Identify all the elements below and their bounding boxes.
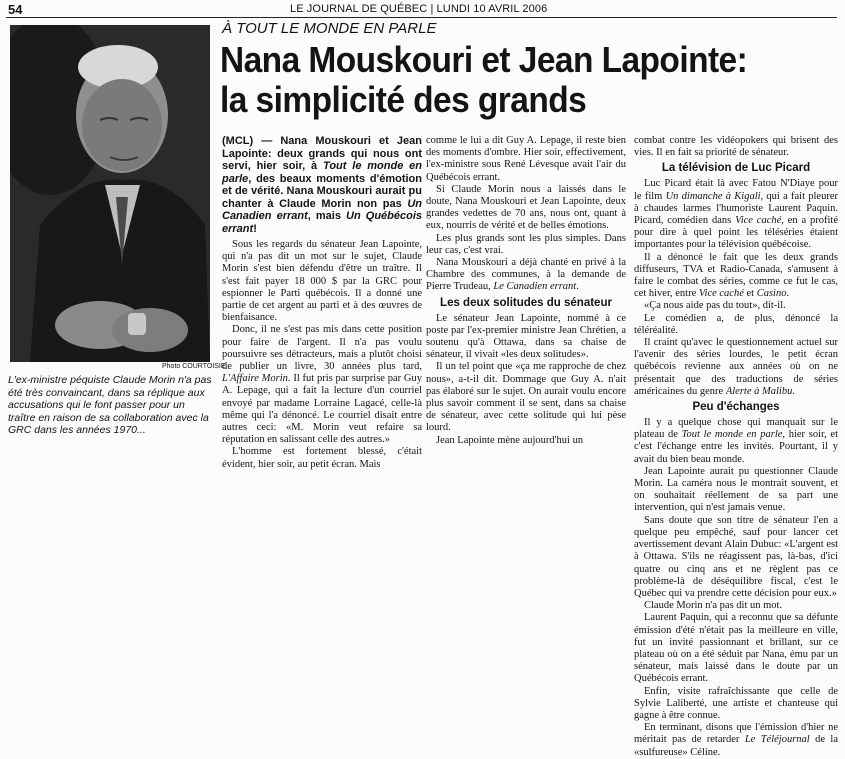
paragraph: «Ça nous aide pas du tout», dit-il. (644, 300, 786, 312)
column-2 (426, 135, 626, 447)
lede-paragraph: (MCL) — Nana Mouskouri et Jean Lapointe: deux grands qui nous ont servi, hier soir, à Tout le monde en parle, des beaux moments d'émotion et de vérité. Nana Mouskouri aurait pu chanter à Claude Morin non pas Un Canadien errant, mais Un Québécois errant! (222, 135, 423, 235)
paragraph: Enfin, visite rafraîchissante que celle de Sylvie Laliberté, une artiste et chanteuse qui gagne à être connue. (634, 685, 838, 721)
portrait-illustration (10, 25, 210, 362)
paragraph: Il un tel point que «ça me rapproche de chez nous», a-t-il dit. Dommage que Guy A. n'ait pas élaboré sur le sujet. On aurait voulu encore plus savoir comment il se sent, dans sa chaise de sénateur, avec cette solitude qui lui pèse lourd. (426, 361, 626, 434)
paragraph: Claude Morin n'a pas dit un mot. (644, 600, 783, 612)
subhead-deux-solitudes: Les deux solitudes du sénateur (440, 296, 612, 309)
paragraph: Luc Picard était là avec Fatou N'Diaye pour le film Un dimanche à Kigali, qui a fait pleurer à chaudes larmes l'humoriste Laurent Paquin. Picard, comédien dans Vice caché, en a profité pour dire à quel point les téléséries étaient importantes pour la télévision québécoise. (634, 178, 838, 251)
paragraph: combat contre les vidéopokers qui brisent des vies. Il en fait sa priorité de sénateur. (634, 135, 838, 159)
headline-line-2: la simplicité des grands (220, 79, 587, 120)
paragraph: Il y a quelque chose qui manquait sur le plateau de Tout le monde en parle, hier soir, et c'est l'échange entre les invités. Pourtant, il y avait du bien beau monde. (634, 417, 838, 465)
paragraph: Jean Lapointe aurait pu questionner Claude Morin. La caméra nous le montrait souvent, et on souhaitait réellement de sa part une intervention, qui n'est jamais venue. (634, 465, 838, 514)
paragraph: Nana Mouskouri a déjà chanté en privé à la Chambre des communes, à la demande de Pierre Trudeau, Le Canadien errant. (426, 257, 626, 293)
column-3 (634, 135, 838, 759)
paragraph: Donc, il ne s'est pas mis dans cette position pour faire de l'argent. Il n'a pas voulu poursuivre ses détracteurs, mais a plutôt choisi de publier un livre, 30 années plus tard, L'Affaire Morin. Il fut pris par surprise par Guy A. Lepage, qui a fait la lecture d'un courriel envoyé par madame Lorraine Lagacé, celle-là même qui l'a dénoncé. Le courriel disait entre autres ceci: «M. Morin veut refaire sa réputation en salissant celle des autres.» (222, 324, 423, 446)
section-kicker: À TOUT LE MONDE EN PARLE (222, 20, 437, 37)
paragraph: Si Claude Morin nous a laissés dans le doute, Nana Mouskouri et Jean Lapointe, deux grandes vedettes de 70 ans, nous ont, quant à eux, nourris de vérité et de belles émotions. (426, 183, 626, 232)
headline-line-1: Nana Mouskouri et Jean Lapointe: (220, 39, 748, 80)
subhead-television-luc-picard: La télévision de Luc Picard (661, 162, 811, 175)
paragraph: Les plus grands sont les plus simples. Dans leur cas, c'est vrai. (426, 232, 626, 256)
page-number: 54 (8, 2, 23, 17)
paragraph: Le comédien a, de plus, dénoncé la téléréalité. (634, 312, 838, 336)
paragraph: Le sénateur Jean Lapointe, nommé à ce poste par l'ex-premier ministre Jean Chrétien, a soutenu qu'à Ottawa, dans sa chaise de sénateur, il vivait «les deux solitudes». (426, 312, 626, 361)
paragraph: Il a dénoncé le fait que les deux grands diffuseurs, TVA et Radio-Canada, s'amusent à faire le combat des séries, comme ce fut le cas, cet hiver, entre Vice caché et Casino. (634, 251, 838, 300)
paragraph: Sans doute que son titre de sénateur l'en a quelque peu empêché, sauf pour lancer cet avertissement devant Alain Dubuc: «L'argent est à Ottawa. S'ils ne réagissent pas, là-bas, d'ici quatre ou cinq ans et ne règlent pas ce problème-là de déséquilibre fiscal, c'est le Québec qui va prendre cette décision pour eux.» (634, 514, 838, 599)
paragraph: Sous les regards du sénateur Jean Lapointe, qui n'a pas dit un mot sur le sujet, Claude Morin s'est bien défendu d'être un traître. Il s'est fait payer 18 000 $ par la GRC pour espionner le Parti québécois. Il a donné une partie de cet argent au parti et à des œuvres de bienfaisance. (222, 239, 422, 324)
subhead-peu-echanges: Peu d'échanges (692, 401, 780, 414)
paragraph: Il craint qu'avec le questionnement actuel sur l'avenir des séries lourdes, le petit écran québécois revienne aux années où on ne présentait que des traductions de séries américaines du genre Alerte à Malibu. (634, 337, 838, 397)
masthead: LE JOURNAL DE QUÉBEC | LUNDI 10 AVRIL 2006 (290, 3, 548, 15)
header-rule (6, 17, 837, 18)
column-1 (222, 135, 422, 471)
photo-credit: Photo COURTOISIE (162, 363, 226, 370)
paragraph: L'homme est fortement blessé, c'était évident, hier soir, au petit écran. Mais (222, 446, 422, 470)
paragraph: En terminant, disons que l'émission d'hier ne méritait pas de retarder Le Téléjournal de la «sulfureuse» Céline. (634, 722, 839, 758)
headline (220, 40, 797, 120)
paragraph: comme le lui a dit Guy A. Lepage, il reste bien des moments d'ombre. Hier soir, effectivement, l'ex-ministre sous René Lévesque avait l'air du Québécois errant. (426, 135, 626, 183)
paragraph: Jean Lapointe mène aujourd'hui un (436, 434, 584, 446)
paragraph: Laurent Paquin, qui a reconnu que sa défunte émission d'été n'était pas la meilleure en ville, fut un invité passionnant et brillant, sur ce plateau où on a été séduit par Nana, ému par un sénateur, mais laissé dans le doute par un Québécois errant. (634, 612, 838, 685)
photo-claude-morin (10, 25, 210, 362)
photo-caption: L'ex-ministre péquiste Claude Morin n'a pas été très convaincant, dans sa réplique aux accusations qui le font passer pour un traître en raison de sa collaboration avec la GRC dans les années 1970... (8, 374, 212, 436)
